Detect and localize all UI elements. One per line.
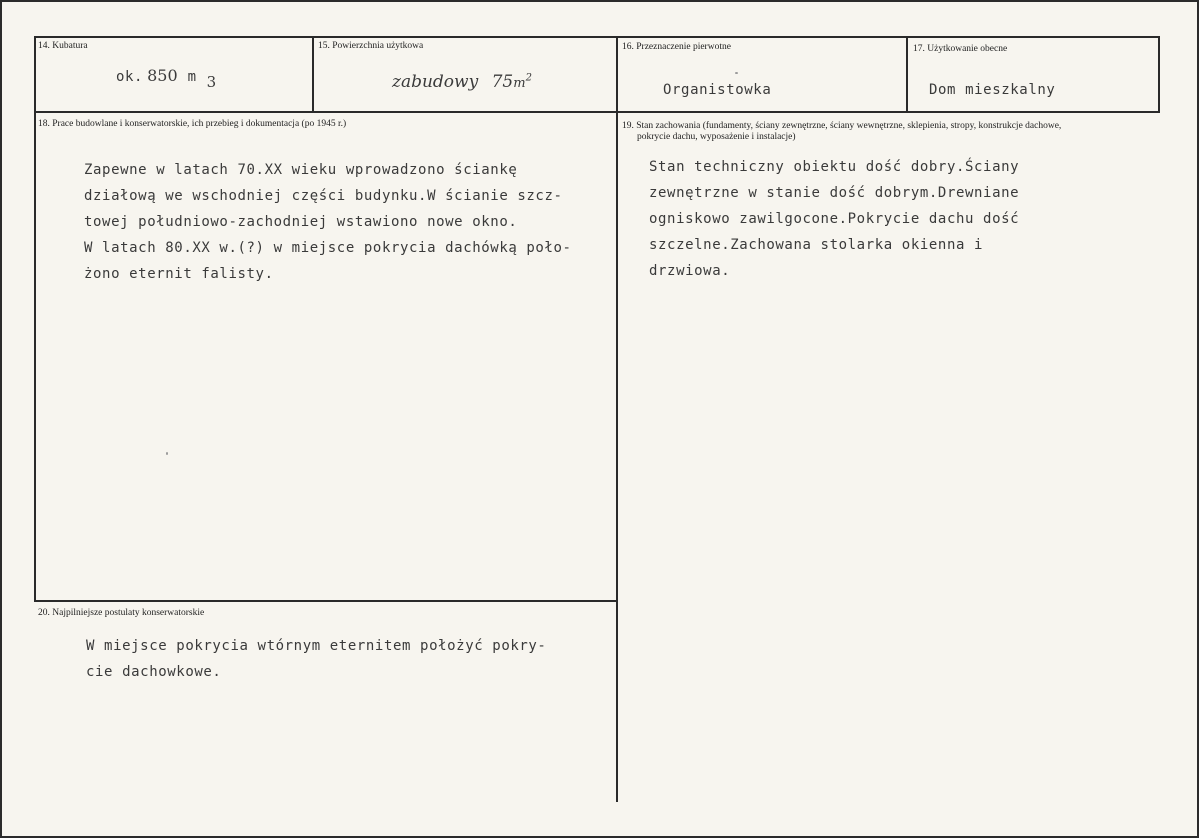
column-divider-1 — [312, 36, 314, 113]
postulaty-divider-line — [34, 600, 618, 602]
stan-label-line-2: pokrycie dachu, wyposażenie i instalacje) — [637, 132, 796, 142]
prace-line-5: żono eternit falisty. — [84, 266, 274, 282]
przeznaczenie-value: Organistowka — [663, 82, 772, 98]
powierzchnia-label: 15. Powierzchnia użytkowa — [318, 41, 424, 51]
powierzchnia-unit: m — [513, 76, 526, 91]
kubatura-unit: m — [187, 69, 197, 85]
postulaty-text — [86, 633, 546, 685]
prace-line-1: Zapewne w latach 70.XX wieku wprowadzono ściankę — [84, 162, 518, 178]
left-border-line — [34, 36, 36, 602]
postulaty-label: 20. Najpilniejsze postulaty konserwatorskie — [38, 608, 205, 618]
postulaty-line-2: cie dachowkowe. — [86, 664, 222, 680]
uzytkowanie-label: 17. Użytkowanie obecne — [913, 44, 1008, 54]
right-border-line — [1158, 36, 1160, 113]
kubatura-exponent: 3 — [206, 73, 217, 91]
stan-line-4: szczelne.Zachowana stolarka okienna i — [649, 237, 984, 253]
column-divider-3 — [906, 36, 908, 113]
stan-line-3: ogniskowo zawilgocone.Pokrycie dachu dość — [649, 211, 1020, 227]
column-divider-main — [616, 36, 618, 802]
kubatura-label: 14. Kubatura — [38, 41, 88, 51]
uzytkowanie-value: Dom mieszkalny — [929, 82, 1056, 98]
powierzchnia-value — [392, 72, 532, 92]
prace-line-3: towej południowo-zachodniej wstawiono nowe okno. — [84, 214, 518, 230]
kubatura-value — [116, 66, 217, 91]
stan-text — [649, 154, 1019, 284]
prace-label: 18. Prace budowlane i konserwatorskie, ich przebieg i dokumentacja (po 1945 r.) — [38, 119, 347, 129]
powierzchnia-text: zabudowy — [392, 72, 479, 92]
kubatura-number: 850 — [147, 66, 178, 85]
stan-line-1: Stan techniczny obiektu dość dobry.Ściany — [649, 159, 1020, 175]
postulaty-line-1: W miejsce pokrycia wtórnym eternitem położyć pokry- — [86, 638, 547, 654]
top-border-line — [34, 36, 1160, 38]
kubatura-prefix: ok. — [116, 69, 144, 85]
przeznaczenie-label: 16. Przeznaczenie pierwotne — [622, 42, 731, 52]
stan-label-line-1: 19. Stan zachowania (fundamenty, ściany zewnętrzne, ściany wewnętrzne, sklepienia, stropy, konstrukcje dachowe, — [622, 121, 1062, 131]
stan-line-2: zewnętrzne w stanie dość dobrym.Drewniane — [649, 185, 1020, 201]
prace-line-2: działową we wschodniej części budynku.W ścianie szcz- — [84, 188, 563, 204]
stan-line-5: drzwiowa. — [649, 263, 731, 279]
prace-line-4: W latach 80.XX w.(?) w miejsce pokrycia dachówką poło- — [84, 240, 572, 256]
row-divider-line — [34, 111, 1160, 113]
prace-text — [84, 157, 572, 287]
powierzchnia-exponent: 2 — [525, 72, 532, 84]
powierzchnia-number: 75 — [491, 72, 514, 92]
scan-speck — [735, 72, 738, 74]
scan-speck — [166, 452, 168, 455]
